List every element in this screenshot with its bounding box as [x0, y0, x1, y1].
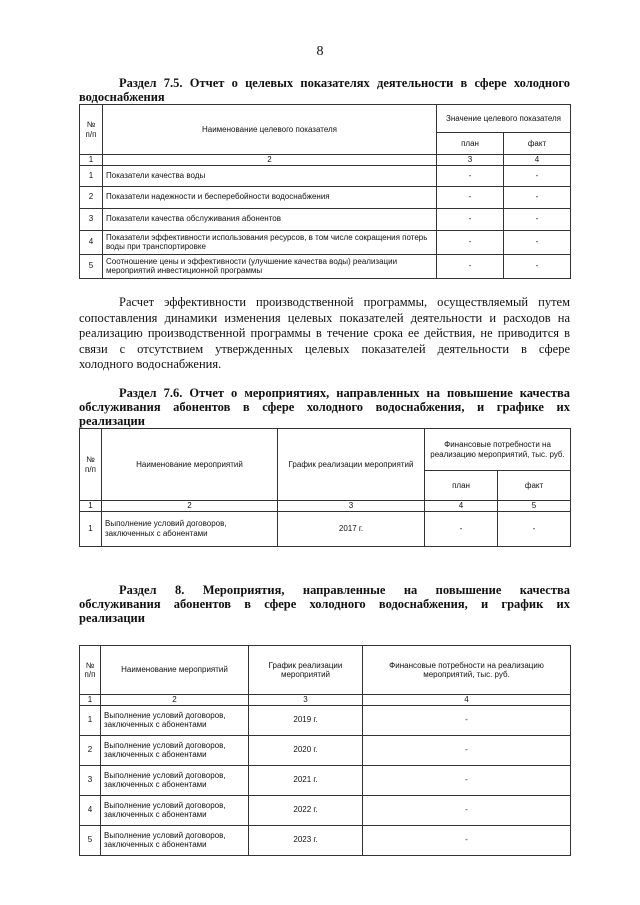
row-fact: - — [504, 165, 571, 186]
row-plan: - — [437, 254, 504, 278]
col-number: 1 — [80, 155, 103, 166]
section-7-6-title-line2: обслуживания абонентов в сфере холодного водоснабжения, и графике их — [79, 400, 570, 414]
table-row — [80, 705, 571, 735]
section-8-title-line3: реализации — [79, 611, 145, 625]
row-fact: - — [504, 230, 571, 254]
col-number: 2 — [102, 501, 278, 512]
col-number: 4 — [504, 155, 571, 166]
header-finance: Финансовые потребности на реализацию мероприятий, тыс. руб. — [363, 646, 571, 695]
header-finance: Финансовые потребности на реализацию мероприятий, тыс. руб. — [425, 429, 571, 471]
header-schedule: График реализации мероприятий — [249, 646, 363, 695]
col-number: 5 — [498, 501, 571, 512]
row-name: Показатели эффективности использования ресурсов, в том числе сокращения потерь воды при транспортировке — [103, 230, 437, 254]
header-num: № п/п — [80, 105, 103, 155]
efficiency-paragraph — [79, 295, 570, 373]
row-finance: - — [363, 765, 571, 795]
col-number: 3 — [437, 155, 504, 166]
table-row — [80, 825, 571, 855]
col-number: 3 — [249, 695, 363, 706]
section-7-5-title-line1: Раздел 7.5. Отчет о целевых показателях деятельности в сфере холодного — [119, 76, 570, 90]
header-schedule: График реализации мероприятий — [278, 429, 425, 501]
col-number: 4 — [363, 695, 571, 706]
row-num: 3 — [80, 765, 101, 795]
col-number: 1 — [80, 695, 101, 706]
header-value-group: Значение целевого показателя — [437, 105, 571, 133]
section-7-5-title — [79, 76, 570, 104]
row-finance: - — [363, 825, 571, 855]
paragraph-line: связи с отсутствием утвержденных целевых показателей деятельности в сфере — [79, 341, 570, 356]
row-num: 2 — [80, 186, 103, 208]
header-plan: план — [425, 471, 498, 501]
row-num: 5 — [80, 825, 101, 855]
header-name: Наименование мероприятий — [102, 429, 278, 501]
row-fact: - — [498, 511, 571, 546]
row-num: 1 — [80, 165, 103, 186]
paragraph-line: сопоставления динамики изменения целевых показателей деятельности и расходов на — [79, 310, 570, 325]
section-7-6-title — [79, 386, 570, 428]
table-row — [80, 795, 571, 825]
table-row — [80, 765, 571, 795]
paragraph-line: Расчет эффективности производственной программы, осуществляемый путем — [119, 295, 570, 309]
row-name: Показатели качества воды — [103, 165, 437, 186]
row-finance: - — [363, 705, 571, 735]
section-7-6-table — [79, 428, 571, 547]
col-number: 4 — [425, 501, 498, 512]
table-row — [80, 511, 571, 546]
row-fact: - — [504, 254, 571, 278]
header-fact: факт — [504, 133, 571, 155]
row-num: 5 — [80, 254, 103, 278]
page-number: 8 — [316, 44, 324, 59]
row-schedule: 2021 г. — [249, 765, 363, 795]
row-name: Показатели надежности и бесперебойности водоснабжения — [103, 186, 437, 208]
col-number: 3 — [278, 501, 425, 512]
table-row — [80, 186, 571, 208]
row-num: 2 — [80, 735, 101, 765]
row-schedule: 2022 г. — [249, 795, 363, 825]
row-name: Соотношение цены и эффективности (улучшение качества воды) реализации мероприятий инвестиционной программы — [103, 254, 437, 278]
table-row — [80, 254, 571, 278]
section-8-title-line1: Раздел 8. Мероприятия, направленные на повышение качества — [119, 583, 570, 597]
section-8-table — [79, 645, 571, 856]
row-finance: - — [363, 795, 571, 825]
row-name: Выполнение условий договоров, заключенных с абонентами — [101, 825, 249, 855]
row-name: Выполнение условий договоров, заключенных с абонентами — [101, 765, 249, 795]
row-num: 1 — [80, 705, 101, 735]
header-plan: план — [437, 133, 504, 155]
row-plan: - — [437, 230, 504, 254]
section-7-6-title-line1: Раздел 7.6. Отчет о мероприятиях, направленных на повышение качества — [119, 386, 570, 400]
row-schedule: 2020 г. — [249, 735, 363, 765]
header-name: Наименование мероприятий — [101, 646, 249, 695]
section-7-5-table — [79, 104, 571, 279]
row-fact: - — [504, 186, 571, 208]
table-row — [80, 208, 571, 230]
section-7-6-title-line3: реализации — [79, 414, 145, 428]
row-fact: - — [504, 208, 571, 230]
row-num: 4 — [80, 230, 103, 254]
row-num: 3 — [80, 208, 103, 230]
row-name: Показатели качества обслуживания абонентов — [103, 208, 437, 230]
row-name: Выполнение условий договоров, заключенных с абонентами — [101, 735, 249, 765]
row-plan: - — [437, 165, 504, 186]
row-plan: - — [437, 208, 504, 230]
row-schedule: 2019 г. — [249, 705, 363, 735]
table-row — [80, 165, 571, 186]
paragraph-line: реализацию производственной программы в течение срока ее действия, не приводится в — [79, 326, 570, 340]
row-schedule: 2023 г. — [249, 825, 363, 855]
header-num: № п/п — [80, 429, 102, 501]
row-name: Выполнение условий договоров, заключенных с абонентами — [102, 511, 278, 546]
row-name: Выполнение условий договоров, заключенных с абонентами — [101, 795, 249, 825]
row-plan: - — [425, 511, 498, 546]
header-num: № п/п — [80, 646, 101, 695]
table-row — [80, 735, 571, 765]
col-number: 2 — [103, 155, 437, 166]
section-7-5-title-line2: водоснабжения — [79, 90, 165, 104]
table-row — [80, 230, 571, 254]
section-8-title-line2: обслуживания абонентов в сфере холодного водоснабжения, и график их — [79, 597, 570, 611]
row-schedule: 2017 г. — [278, 511, 425, 546]
col-number: 2 — [101, 695, 249, 706]
col-number: 1 — [80, 501, 102, 512]
header-fact: факт — [498, 471, 571, 501]
row-num: 4 — [80, 795, 101, 825]
paragraph-line: холодного водоснабжения. — [79, 357, 222, 371]
row-finance: - — [363, 735, 571, 765]
header-name: Наименование целевого показателя — [103, 105, 437, 155]
section-8-title — [79, 583, 570, 625]
row-name: Выполнение условий договоров, заключенных с абонентами — [101, 705, 249, 735]
row-plan: - — [437, 186, 504, 208]
row-num: 1 — [80, 511, 102, 546]
